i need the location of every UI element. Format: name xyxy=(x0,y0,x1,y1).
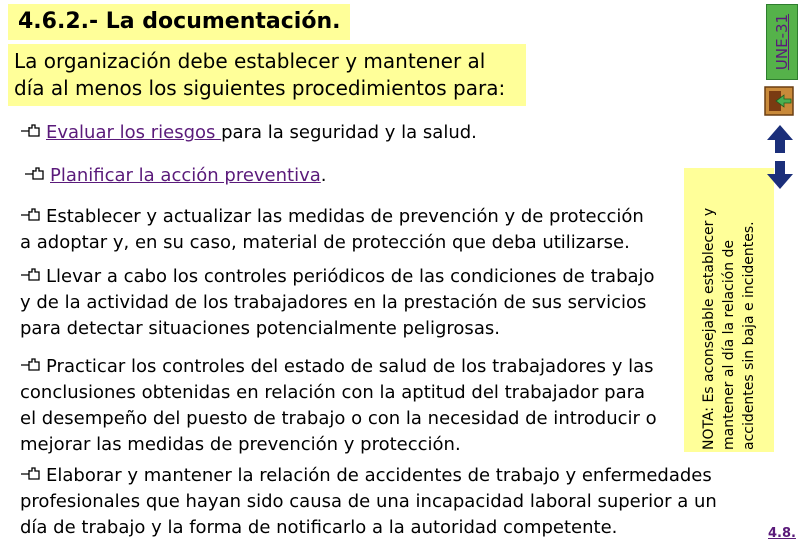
item-text: Practicar los controles del estado de salud de los trabajadores y las conclusiones obtenidas en relación con la aptitud del trabajador para el desempeño del puesto de trabajo o con la necesidad de introducir o mejorar las medidas de prevención y protección. xyxy=(20,356,657,455)
pointing-hand-icon xyxy=(20,357,42,373)
arrow-up-icon[interactable] xyxy=(766,124,794,154)
pointing-hand-icon xyxy=(20,267,42,283)
list-item-controles xyxy=(20,264,660,342)
pointing-hand-icon xyxy=(20,466,42,482)
arrow-down-icon[interactable] xyxy=(766,160,794,190)
item-text: Elaborar y mantener la relación de accidentes de trabajo y enfermedades profesionales que hayan sido causa de una incapacidad laboral superior a un día de trabajo y la forma de notificarlo a la autoridad competente. xyxy=(20,465,717,538)
pointing-hand-icon xyxy=(20,207,42,223)
pointing-hand-icon xyxy=(20,123,42,139)
nota-box xyxy=(684,168,774,452)
page-title: 4.6.2.- La documentación. xyxy=(8,4,350,40)
item-text: Establecer y actualizar las medidas de prevención y de protección a adoptar y, en su caso, material de protección que deba utilizarse. xyxy=(20,206,644,253)
intro-text: La organización debe establecer y mantener al día al menos los siguientes procedimientos para: xyxy=(8,44,526,106)
nota-text: NOTA: Es aconsejable establecer y mantener al día la relación de accidentes sin baja e incidentes. xyxy=(701,207,757,450)
pointing-hand-icon xyxy=(24,166,46,182)
une-31-label: UNE-31 xyxy=(773,13,791,71)
list-item-salud xyxy=(20,354,660,458)
list-item-planificar xyxy=(24,163,664,189)
page-number-link[interactable]: 4.8. xyxy=(768,526,796,541)
item-text: Llevar a cabo los controles periódicos de las condiciones de trabajo y de la actividad de los trabajadores en la prestación de sus servicios para detectar situaciones potencialmente peligrosas. xyxy=(20,266,655,339)
list-item-evaluar xyxy=(20,120,660,146)
une-31-button[interactable] xyxy=(766,4,798,80)
exit-door-icon[interactable] xyxy=(764,86,794,116)
list-item-accidentes xyxy=(20,463,720,541)
link-planificar-accion[interactable]: Planificar la acción preventiva xyxy=(50,165,321,186)
link-evaluar-riesgos[interactable]: Evaluar los riesgos xyxy=(46,122,222,143)
list-item-establecer xyxy=(20,204,660,256)
item-text: . xyxy=(320,165,327,186)
item-text: para la seguridad y la salud. xyxy=(221,122,477,143)
